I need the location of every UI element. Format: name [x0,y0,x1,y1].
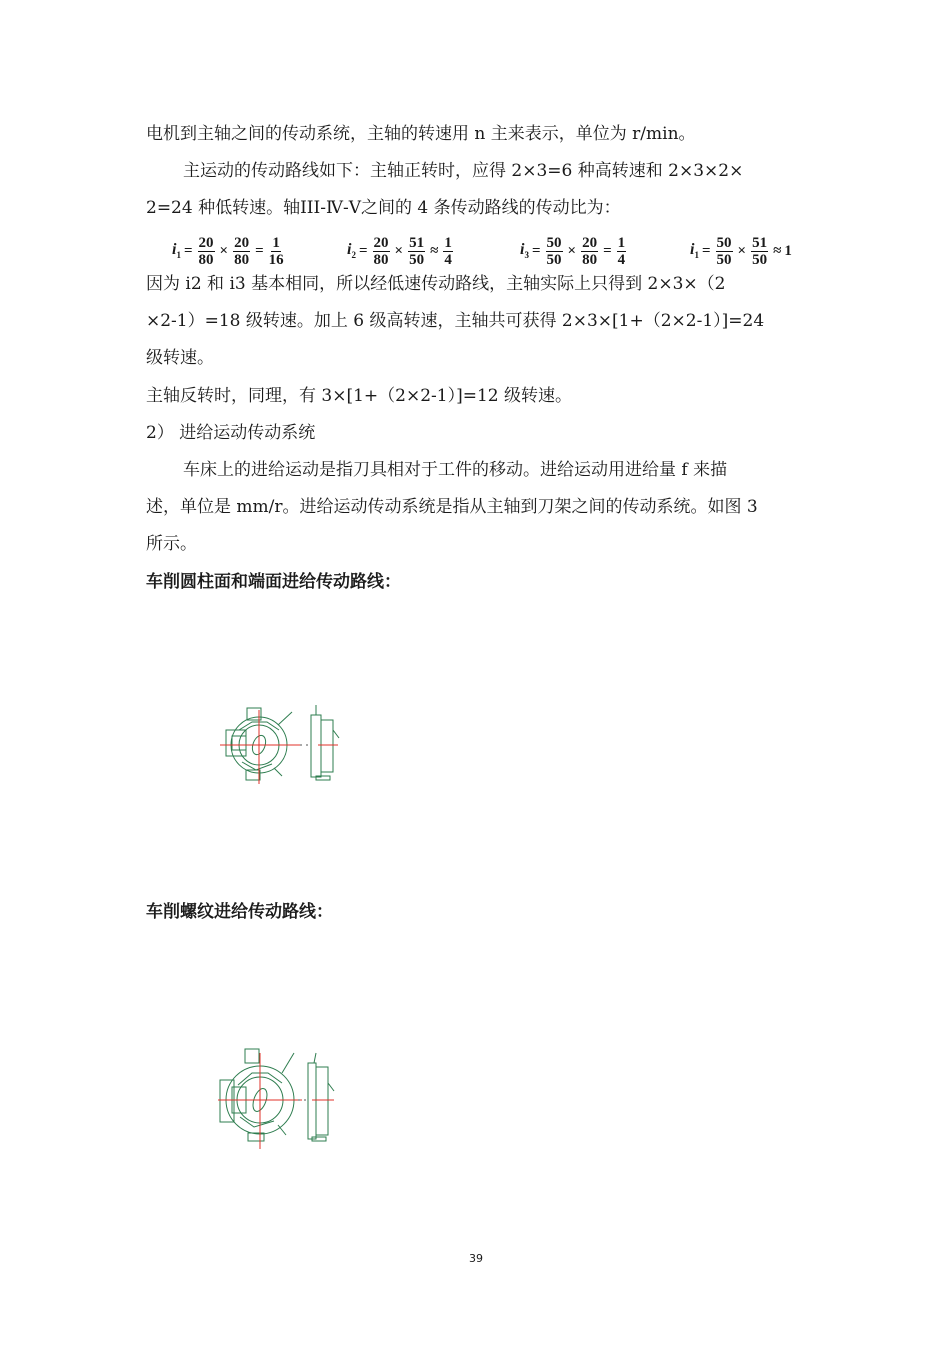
formula-i2: $i_2$ = $\frac{20}{80}$ × $\frac{51}{50}$ ≈ $\frac{1}{4}$ [347,234,452,268]
heading-cylindrical-feed: 车削圆柱面和端面进给传动路线： [146,572,401,592]
paragraph-line: 述，单位是 mm/r。进给运动传动系统是指从主轴到刀架之间的传动系统。如图 3 [146,497,758,517]
formula-variable: $i_2$ [347,241,356,261]
paragraph-line: ×2-1）=18 级转速。加上 6 级高转速，主轴共可获得 2×3×[1+（2×2-1）]=24 [146,311,765,331]
formula-i3: $i_3$ = $\frac{50}{50}$ × $\frac{20}{80}$ = $\frac{1}{4}$ [520,234,626,268]
cylindrical-feed-drawing [212,700,352,790]
paragraph-line: 级转速。 [146,348,214,368]
paragraph-line: 2=24 种低转速。轴III-Ⅳ-Ⅴ之间的 4 条传动路线的传动比为： [146,198,621,218]
formula-variable: $i_1$ [690,241,699,261]
formula-variable: $i_3$ [520,241,529,261]
formula-variable: $i_1$ [172,241,181,261]
paragraph-line: 所示。 [146,534,197,554]
paragraph-line: 电机到主轴之间的传动系统，主轴的转速用 n 主来表示，单位为 r/min。 [146,124,696,144]
paragraph-line: 主运动的传动路线如下：主轴正转时，应得 2×3=6 种高转速和 2×3×2× [183,161,744,181]
transmission-ratio-formulas [172,231,822,271]
paragraph-line: 主轴反转时，同理，有 3×[1+（2×2-1）]=12 级转速。 [146,386,573,406]
section-title: 2） 进给运动传动系统 [146,423,316,443]
formula-i4: $i_1$ = $\frac{50}{50}$ × $\frac{51}{50}$ ≈ 1 [690,234,792,268]
heading-thread-feed: 车削螺纹进给传动路线： [146,902,333,922]
thread-feed-drawing [212,1045,352,1150]
paragraph-line: 车床上的进给运动是指刀具相对于工件的移动。进给运动用进给量 f 来描 [183,460,728,480]
paragraph-line: 因为 i2 和 i3 基本相同，所以经低速传动路线，主轴实际上只得到 2×3×（2 [146,274,726,294]
page-number: 39 [469,1252,483,1265]
formula-i1: $i_1$ = $\frac{20}{80}$ × $\frac{20}{80}$ = $\frac{1}{16}$ [172,234,284,268]
